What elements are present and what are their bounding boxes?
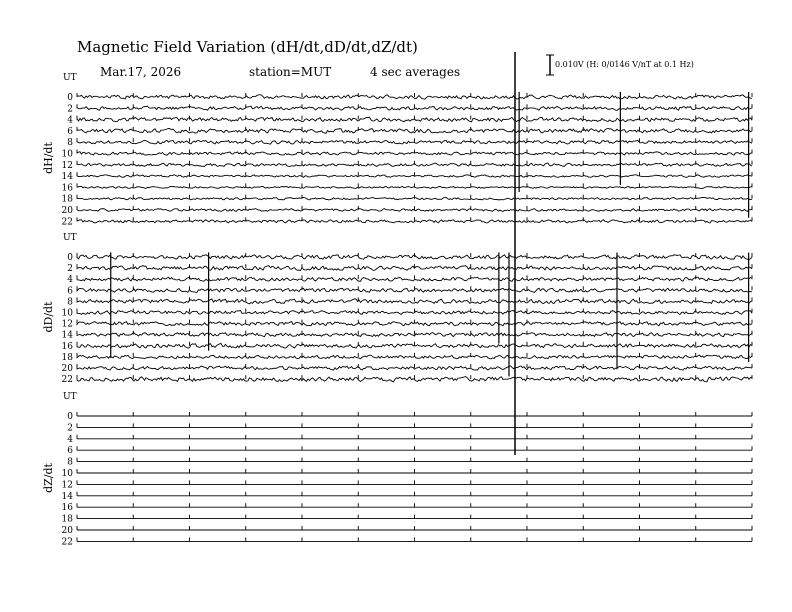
row-label: 8 <box>67 138 73 149</box>
row-label: 0 <box>67 412 73 422</box>
row-label: 14 <box>61 491 73 502</box>
row-label: 12 <box>61 319 73 330</box>
row-label: 6 <box>67 286 73 297</box>
row-label: 22 <box>61 217 73 228</box>
row-label: 6 <box>67 126 73 137</box>
row-label: 20 <box>61 364 73 374</box>
panel-axis-label: dD/dt <box>42 301 55 333</box>
row-label: 2 <box>67 264 73 275</box>
row-label: 22 <box>61 537 73 548</box>
row-label: 18 <box>61 352 73 363</box>
row-label: 4 <box>67 434 73 445</box>
ut-label: UT <box>63 233 77 243</box>
row-label: 10 <box>61 308 73 319</box>
row-label: 20 <box>61 206 73 216</box>
row-label: 10 <box>61 469 73 479</box>
row-label: 12 <box>61 160 73 171</box>
row-label: 0 <box>67 253 73 263</box>
scale-bar-label: 0.010V (H: 0/0146 V/nT at 0.1 Hz) <box>555 60 694 69</box>
row-label: 16 <box>61 183 73 194</box>
row-label: 10 <box>61 149 73 160</box>
averaging-label: 4 sec averages <box>370 65 461 79</box>
row-label: 18 <box>61 194 73 205</box>
station-label: station=MUT <box>249 65 332 79</box>
row-label: 12 <box>61 480 73 491</box>
date-label: Mar.17, 2026 <box>100 65 182 79</box>
row-label: 6 <box>67 446 73 457</box>
row-label: 14 <box>61 330 73 341</box>
row-label: 18 <box>61 514 73 525</box>
row-label: 2 <box>67 423 73 434</box>
row-label: 22 <box>61 375 73 386</box>
row-label: 2 <box>67 104 73 115</box>
chart-title: Magnetic Field Variation (dH/dt,dD/dt,dZ/dt) <box>77 38 418 56</box>
row-label: 16 <box>61 503 73 514</box>
row-label: 4 <box>67 115 73 126</box>
panel-axis-label: dH/dt <box>42 142 55 174</box>
row-label: 20 <box>61 526 73 536</box>
ut-label: UT <box>63 73 77 83</box>
row-label: 14 <box>61 172 73 183</box>
row-label: 0 <box>67 93 73 103</box>
row-label: 4 <box>67 275 73 286</box>
row-label: 8 <box>67 457 73 468</box>
ut-label: UT <box>63 392 77 402</box>
row-label: 16 <box>61 341 73 352</box>
panel-axis-label: dZ/dt <box>42 463 55 493</box>
row-label: 8 <box>67 297 73 308</box>
